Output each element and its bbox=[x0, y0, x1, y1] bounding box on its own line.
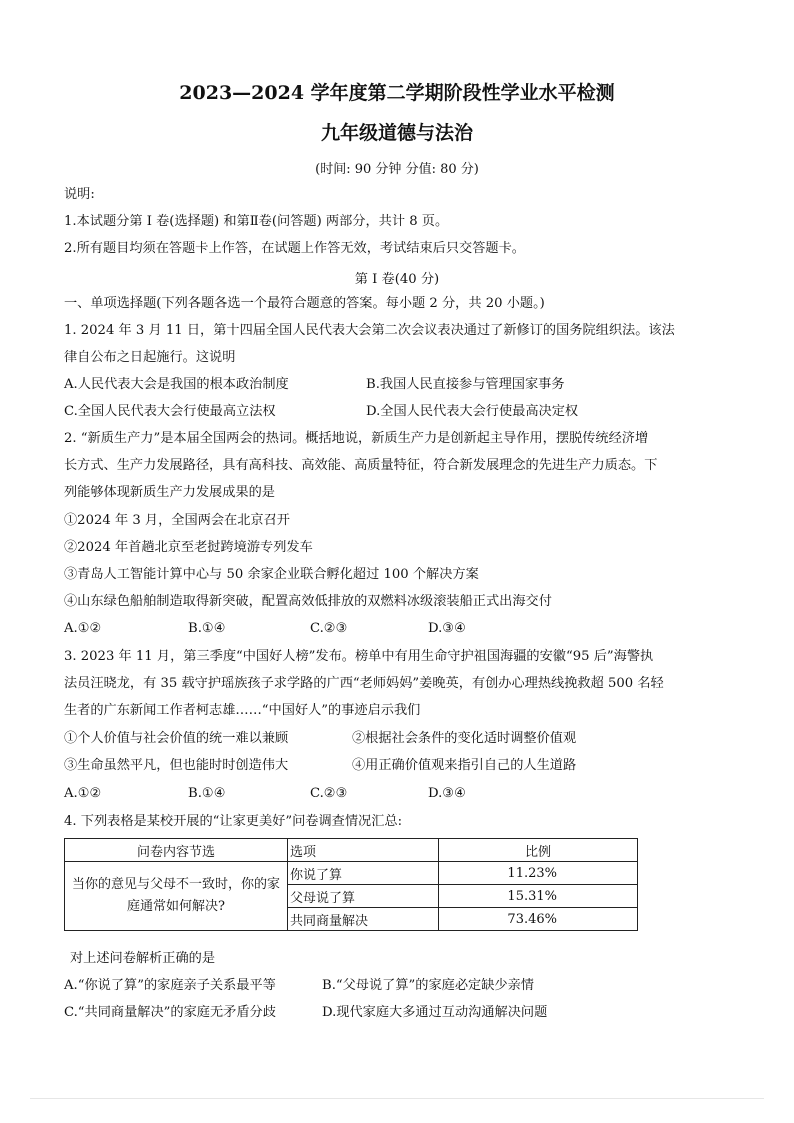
instructions-label: 说明: bbox=[64, 187, 95, 202]
statement: ④用正确价值观来指引自己的人生道路 bbox=[352, 758, 577, 773]
section-title: 第 I 卷(40 分) bbox=[354, 272, 440, 287]
option-b: B.“父母说了算”的家庭必定缺少亲情 bbox=[322, 978, 534, 993]
instruction-item: 2.所有题目均须在答题卡上作答，在试题上作答无效，考试结束后只交答题卡。 bbox=[64, 241, 525, 256]
option-a: A.①② bbox=[64, 786, 102, 801]
option-c: C.②③ bbox=[310, 786, 348, 801]
option-c: C.②③ bbox=[310, 621, 348, 636]
ratio-cell: 15.31% bbox=[439, 885, 638, 908]
option-cell: 父母说了算 bbox=[288, 885, 439, 908]
option-b: B.①④ bbox=[188, 786, 226, 801]
option-a: A.①② bbox=[64, 621, 102, 636]
statement: ③生命虽然平凡，但也能时时创造伟大 bbox=[64, 758, 289, 773]
table-row bbox=[65, 862, 638, 885]
question-text: 2. “新质生产力”是本届全国两会的热词。概括地说，新质生产力是创新起主导作用，摆脱传统经济增 bbox=[64, 431, 649, 446]
question-cell bbox=[65, 862, 288, 931]
option-b: B.①④ bbox=[188, 621, 226, 636]
exam-title: 2023—2024 学年度第二学期阶段性学业水平检测 bbox=[179, 82, 615, 104]
question-cell-line: 当你的意见与父母不一致时，你的家 bbox=[71, 877, 280, 892]
statement: ④山东绿色船舶制造取得新突破，配置高效低排放的双燃料冰级滚装船正式出海交付 bbox=[64, 594, 552, 609]
table-header-row bbox=[65, 839, 638, 862]
option-d: D.全国人民代表大会行使最高决定权 bbox=[366, 404, 579, 419]
option-d: D.③④ bbox=[428, 786, 466, 801]
option-cell: 你说了算 bbox=[288, 862, 439, 885]
exam-time-score: (时间: 90 分钟 分值: 80 分) bbox=[315, 162, 479, 177]
column-header: 选项 bbox=[288, 839, 439, 862]
question-text: 列能够体现新质生产力发展成果的是 bbox=[64, 485, 275, 500]
ratio-cell: 73.46% bbox=[439, 908, 638, 931]
option-c: C.“共同商量解决”的家庭无矛盾分歧 bbox=[64, 1005, 276, 1020]
option-d: D.③④ bbox=[428, 621, 466, 636]
column-header: 问卷内容节选 bbox=[65, 839, 288, 862]
exam-subject: 九年级道德与法治 bbox=[320, 122, 473, 144]
survey-table bbox=[64, 838, 638, 931]
option-b: B.我国人民直接参与管理国家事务 bbox=[366, 377, 565, 392]
page-divider bbox=[30, 1098, 764, 1099]
question-text: 对上述问卷解析正确的是 bbox=[70, 951, 216, 966]
instruction-item: 1.本试题分第 I 卷(选择题) 和第Ⅱ卷(问答题) 两部分，共计 8 页。 bbox=[64, 214, 449, 229]
option-cell: 共同商量解决 bbox=[288, 908, 439, 931]
option-c: C.全国人民代表大会行使最高立法权 bbox=[64, 404, 276, 419]
question-text: 长方式、生产力发展路径，具有高科技、高效能、高质量特征，符合新发展理念的先进生产力质态。下 bbox=[64, 458, 658, 473]
statement: ③青岛人工智能计算中心与 50 余家企业联合孵化超过 100 个解决方案 bbox=[64, 567, 479, 582]
question-text: 法员汪晓龙，有 35 载守护瑶族孩子求学路的广西“老师妈妈”姜晚英，有创办心理热线挽救超 500 名轻 bbox=[64, 676, 664, 691]
question-text: 1. 2024 年 3 月 11 日，第十四届全国人民代表大会第二次会议表决通过了新修订的国务院组织法。该法 bbox=[64, 323, 675, 338]
statement: ①2024 年 3 月，全国两会在北京召开 bbox=[64, 513, 290, 528]
statement: ②2024 年首趟北京至老挝跨境游专列发车 bbox=[64, 540, 313, 555]
question-text: 生者的广东新闻工作者柯志雄……“中国好人”的事迹启示我们 bbox=[64, 703, 421, 718]
statement: ②根据社会条件的变化适时调整价值观 bbox=[352, 731, 577, 746]
option-a: A.人民代表大会是我国的根本政治制度 bbox=[64, 377, 289, 392]
question-text: 3. 2023 年 11 月，第三季度“中国好人榜”发布。榜单中有用生命守护祖国海疆的安徽“95 后”海警执 bbox=[64, 649, 654, 664]
option-d: D.现代家庭大多通过互动沟通解决问题 bbox=[322, 1005, 548, 1020]
question-cell-line: 庭通常如何解决? bbox=[127, 899, 225, 914]
question-text: 律自公布之日起施行。这说明 bbox=[64, 350, 236, 365]
section-intro: 一、单项选择题(下列各题各选一个最符合题意的答案。每小题 2 分，共 20 小题。) bbox=[64, 296, 545, 311]
ratio-cell: 11.23% bbox=[439, 862, 638, 885]
question-text: 4. 下列表格是某校开展的“让家更美好”问卷调查情况汇总: bbox=[64, 814, 403, 829]
option-a: A.“你说了算”的家庭亲子关系最平等 bbox=[64, 978, 276, 993]
statement: ①个人价值与社会价值的统一难以兼顾 bbox=[64, 731, 289, 746]
column-header: 比例 bbox=[439, 839, 638, 862]
